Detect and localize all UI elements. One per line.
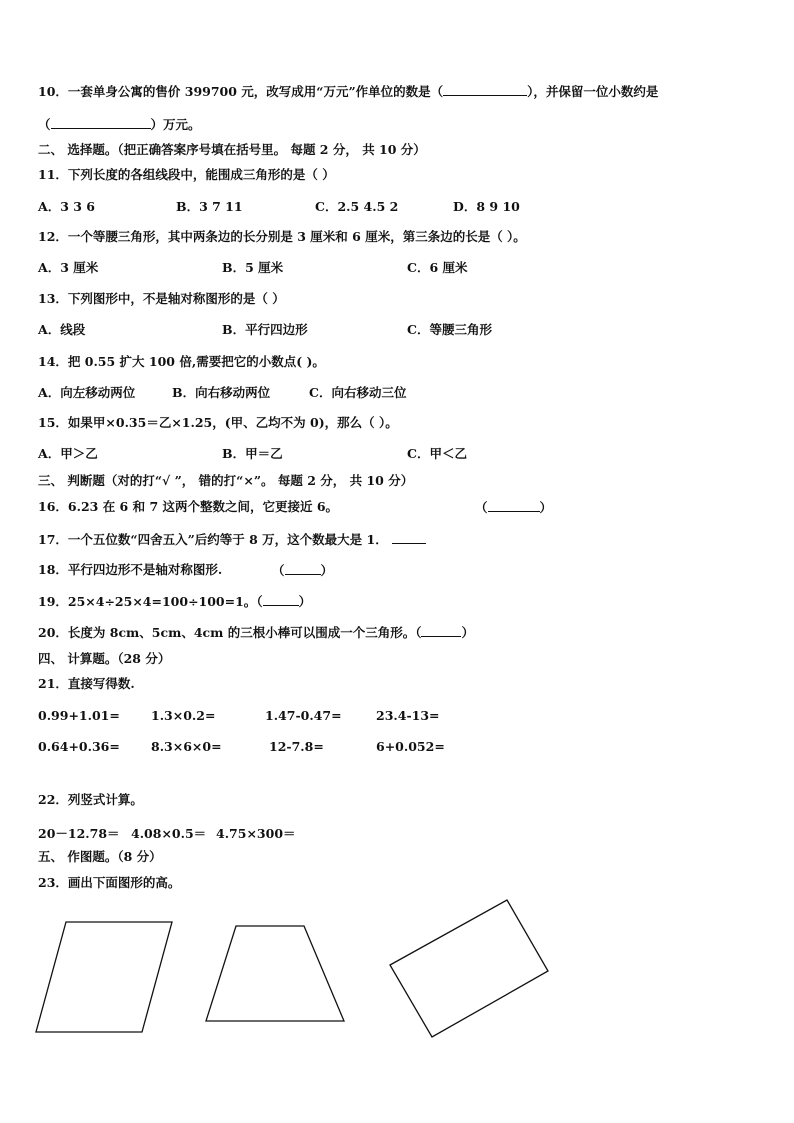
option-c[interactable]: C．甲＜乙 [407, 446, 467, 461]
answer-paren[interactable] [272, 562, 333, 579]
option-b[interactable]: B．向右移动两位 [172, 385, 271, 400]
calc-item: 4.75×300＝ [216, 826, 296, 841]
option-c[interactable]: C．等腰三角形 [407, 322, 492, 337]
question-17 [38, 531, 426, 548]
q16-text: 16．6.23 在 6 和 7 这两个整数之间，它更接近 6。 [38, 499, 339, 514]
calc-item: 0.99+1.01= [38, 708, 120, 723]
calc-item: 1.47-0.47= [265, 708, 342, 723]
rotated-rectangle-figure[interactable] [390, 900, 548, 1037]
option-a[interactable]: A．3 3 6 [38, 199, 95, 214]
question-12-stem: 12．一个等腰三角形，其中两条边的长分别是 3 厘米和 6 厘米，第三条边的长是（ ）。 [38, 229, 526, 244]
calc-item: 8.3×6×0= [151, 739, 222, 754]
question-11-stem: 11．下列长度的各组线段中，能围成三角形的是（ ） [38, 167, 335, 182]
option-b[interactable]: B．3 7 11 [176, 199, 243, 214]
answer-blank[interactable] [263, 593, 299, 606]
question-21-stem: 21．直接写得数. [38, 676, 135, 691]
answer-blank[interactable] [392, 531, 426, 544]
option-b[interactable]: B．5 厘米 [222, 260, 284, 275]
option-b[interactable]: B．平行四边形 [222, 322, 308, 337]
question-15-stem: 15．如果甲×0.35＝乙×1.25，(甲、乙均不为 0)，那么（ ）。 [38, 415, 398, 430]
calc-item: 6+0.052= [376, 739, 445, 754]
question-16 [0, 499, 794, 515]
paren-open: （ [415, 625, 422, 640]
calc-item: 4.08×0.5＝ [131, 826, 207, 841]
section-2-heading: 二、 选择题。（把正确答案序号填在括号里。 每题 2 分， 共 10 分） [38, 142, 426, 157]
section-5-heading: 五、 作图题。（8 分） [38, 849, 162, 864]
paren-close: ） [298, 594, 312, 609]
section-3-heading: 三、 判断题（对的打“√ ”， 错的打“×”。 每题 2 分， 共 10 分） [38, 473, 414, 488]
question-10-line1 [38, 83, 658, 100]
calc-item: 20－12.78＝ [38, 826, 120, 841]
question-19 [38, 593, 311, 610]
option-b[interactable]: B．甲＝乙 [222, 446, 283, 461]
question-18 [0, 562, 794, 578]
question-12-options [0, 260, 794, 276]
option-a[interactable]: A．3 厘米 [38, 260, 99, 275]
question-23-stem: 23．画出下面图形的高。 [38, 875, 181, 890]
q10-paren-open: （ [38, 117, 51, 132]
figures-area [0, 890, 794, 1050]
calc-item: 0.64+0.36= [38, 739, 120, 754]
question-14-options [0, 385, 794, 401]
q17-text: 17．一个五位数“四舍五入”后约等于 8 万，这个数最大是 1． [38, 532, 388, 547]
paren-close: ） [461, 625, 474, 640]
answer-blank[interactable] [285, 562, 321, 575]
q10-paren-close: ）万元。 [150, 117, 201, 132]
q20-text: 20．长度为 8cm、5cm、4cm 的三根小棒可以围成一个三角形。 [38, 625, 416, 640]
question-10-line2 [38, 116, 201, 133]
paren-open: （ [272, 563, 285, 578]
section-4-heading: 四、 计算题。（28 分） [38, 651, 171, 666]
question-11-options [0, 199, 794, 215]
q10-text-end: ），并保留一位小数约是 [527, 84, 659, 99]
answer-blank[interactable] [51, 116, 151, 129]
option-a[interactable]: A．甲＞乙 [38, 446, 98, 461]
question-15-options [0, 446, 794, 462]
q10-text: 10．一套单身公寓的售价 399700 元，改写成用“万元”作单位的数是（ [38, 84, 444, 99]
calc-item: 1.3×0.2= [151, 708, 216, 723]
parallelogram-figure[interactable] [36, 922, 172, 1032]
paren-open: （ [475, 500, 488, 515]
paren-close: ） [539, 500, 553, 515]
option-a[interactable]: A．向左移动两位 [38, 385, 136, 400]
option-c[interactable]: C．2.5 4.5 2 [315, 199, 399, 214]
q18-text: 18．平行四边形不是轴对称图形. [38, 562, 223, 577]
question-13-stem: 13．下列图形中，不是轴对称图形的是（ ） [38, 291, 285, 306]
trapezoid-figure[interactable] [206, 926, 344, 1021]
paren-close: ） [320, 563, 334, 578]
paren-open: （ [256, 594, 263, 609]
answer-blank[interactable] [488, 499, 540, 512]
question-13-options [0, 322, 794, 338]
question-22-stem: 22．列竖式计算。 [38, 792, 143, 807]
option-d[interactable]: D．8 9 10 [453, 199, 520, 214]
answer-paren[interactable] [475, 499, 552, 516]
calc-item: 23.4-13= [376, 708, 440, 723]
answer-blank[interactable] [443, 83, 527, 96]
option-c[interactable]: C．6 厘米 [407, 260, 468, 275]
calc-item: 12-7.8= [269, 739, 324, 754]
q19-text: 19．25×4÷25×4=100÷100=1。 [38, 594, 257, 609]
question-14-stem: 14．把 0.55 扩大 100 倍,需要把它的小数点( )。 [38, 354, 325, 369]
question-20 [38, 624, 474, 641]
answer-blank[interactable] [421, 624, 461, 637]
option-a[interactable]: A．线段 [38, 322, 86, 337]
option-c[interactable]: C．向右移动三位 [309, 385, 407, 400]
